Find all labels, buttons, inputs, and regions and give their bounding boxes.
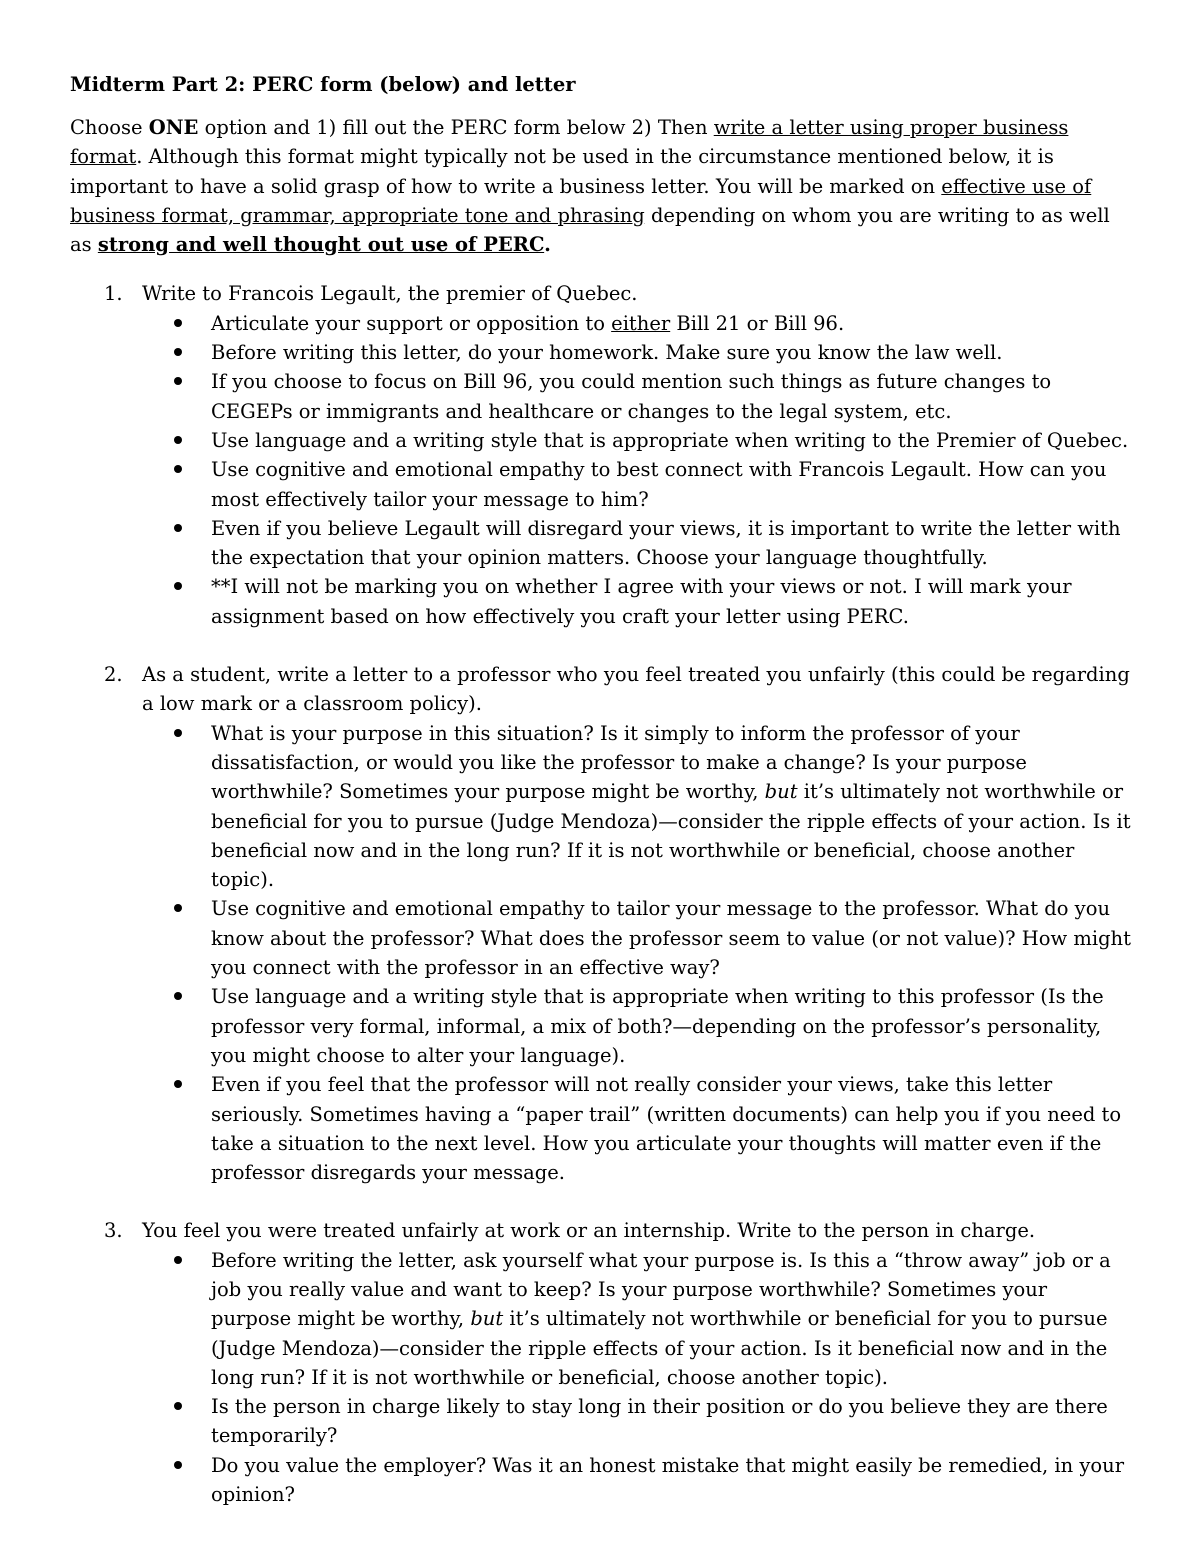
option-number: 3. <box>104 1219 123 1243</box>
option-item <box>70 1216 1132 1509</box>
intro-text: . <box>544 233 551 257</box>
bullet-text: it’s ultimately not worthwhile or beneficial for you to pursue (Judge Mendoza)—consider the ripple effects of your action. Is it beneficial now and in the long run? If it is not worthwhile or beneficial, choose another topic). <box>211 1307 1108 1389</box>
option-text: Write to Francois Legault, the premier of Quebec. <box>142 282 638 306</box>
bullet-text: Use cognitive and emotional empathy to tailor your message to the professor. What do you know about the professor? What does the professor seem to value (or not value)? How might you connect with the professor in an effective way? <box>211 897 1131 980</box>
bullet-icon <box>174 992 182 1000</box>
bullet-text: Use cognitive and emotional empathy to best connect with Francois Legault. How can you most effectively tailor your message to him? <box>211 458 1107 511</box>
bullet-icon <box>174 1461 182 1469</box>
bullet-item <box>70 1070 1132 1187</box>
option-bullets <box>142 719 1132 1188</box>
bullet-text: Articulate your support or opposition to <box>211 311 612 335</box>
bullet-icon <box>174 377 182 385</box>
bullet-item <box>70 894 1132 982</box>
option-number: 1. <box>104 282 123 306</box>
bullet-italic: but <box>470 1307 504 1331</box>
bullet-text: Is the person in charge likely to stay long in their position or do you believe they are there temporarily? <box>211 1395 1108 1448</box>
document-page <box>70 70 1132 1509</box>
bullet-text: Before writing the letter, ask yourself what your purpose is. Is this a “throw away” job or a job you really value and want to keep? Is your purpose worthwhile? Sometimes your purpose might be worthy, <box>211 1248 1111 1331</box>
intro-text: option and 1) fill out the PERC form below 2) Then <box>198 116 714 139</box>
bullet-text: **I will not be marking you on whether I agree with your views or not. I will mark your assignment based on how effectively you craft your letter using PERC. <box>211 575 1072 628</box>
option-item <box>70 279 1132 631</box>
bullet-item <box>70 1392 1132 1451</box>
bullet-icon <box>174 904 182 912</box>
bullet-icon <box>174 582 182 590</box>
bullet-text: it’s ultimately not worthwhile or beneficial for you to pursue (Judge Mendoza)—consider the ripple effects of your action. Is it beneficial now and in the long run? If it is not worthwhile or beneficial, choose another topic). <box>211 780 1131 892</box>
bullet-item <box>70 455 1132 514</box>
bullet-text: Do you value the employer? Was it an honest mistake that might easily be remedied, in your opinion? <box>211 1453 1125 1507</box>
intro-emphasis-perc: strong and well thought out use of PERC <box>97 233 545 257</box>
option-text: As a student, write a letter to a professor who you feel treated you unfairly (this could be regarding a low mark or a classroom policy). <box>142 663 1130 716</box>
bullet-icon <box>174 1080 182 1088</box>
bullet-icon <box>174 1256 182 1264</box>
option-bullets <box>142 1246 1132 1510</box>
option-item <box>70 660 1132 1187</box>
bullet-item <box>70 338 1132 367</box>
bullet-icon <box>174 319 182 327</box>
options-list <box>70 279 1132 1509</box>
page-title: Midterm Part 2: PERC form (below) and letter <box>70 73 576 96</box>
bullet-icon <box>174 436 182 444</box>
bullet-text: What is your purpose in this situation? Is it simply to inform the professor of your dissatisfaction, or would you like the professor to make a change? Is your purpose worthwhile? Sometimes your purpose might be worthy, <box>211 721 1027 804</box>
intro-text: . Although this format might typically not be used in the circumstance mentioned below, it is important to have a solid grasp of how to write a business letter. You will be marked on <box>70 145 1054 198</box>
bullet-item <box>70 719 1132 895</box>
bullet-item <box>70 309 1132 338</box>
bullet-text: Bill 21 or Bill 96. <box>670 311 845 335</box>
bullet-icon <box>174 348 182 356</box>
bullet-text: Use language and a writing style that is appropriate when writing to the Premier of Quebec. <box>211 428 1129 452</box>
bullet-item <box>70 1246 1132 1392</box>
bullet-item <box>70 367 1132 426</box>
bullet-underline: either <box>611 311 671 335</box>
intro-emphasis-one: ONE <box>148 116 199 139</box>
bullet-item <box>70 514 1132 573</box>
bullet-text: Before writing this letter, do your homework. Make sure you know the law well. <box>211 341 1003 365</box>
bullet-item <box>70 1451 1132 1510</box>
bullet-item <box>70 982 1132 1070</box>
bullet-item <box>70 572 1132 631</box>
bullet-icon <box>174 1402 182 1410</box>
intro-text: depending on whom you are writing to as well as <box>70 203 1110 257</box>
intro-text: Choose <box>70 116 149 139</box>
option-text: You feel you were treated unfairly at work or an internship. Write to the person in charge. <box>142 1219 1036 1243</box>
intro-paragraph <box>70 113 1132 259</box>
option-number: 2. <box>104 663 123 687</box>
bullet-text: If you choose to focus on Bill 96, you could mention such things as future changes to CEGEPs or immigrants and healthcare or changes to the legal system, etc. <box>211 370 1052 423</box>
bullet-text: Even if you feel that the professor will not really consider your views, take this letter seriously. Sometimes having a “paper trail” (written documents) can help you if you need to take a situation to the next level. How you articulate your thoughts will matter even if the professor disregards your message. <box>211 1073 1122 1185</box>
option-bullets <box>142 309 1132 631</box>
bullet-text: Use language and a writing style that is appropriate when writing to this professor (Is the professor very formal, informal, a mix of both?—depending on the professor’s personality, you might choose to alter your language). <box>211 985 1104 1067</box>
bullet-icon <box>174 729 182 737</box>
intro-underline-criteria: effective use of business format, grammar, appropriate tone and phrasing <box>70 174 1092 227</box>
bullet-text: Even if you believe Legault will disregard your views, it is important to write the letter with the expectation that your opinion matters. Choose your language thoughtfully. <box>211 516 1121 570</box>
bullet-item <box>70 426 1132 455</box>
intro-underline-format: write a letter using proper business format <box>70 116 1069 169</box>
bullet-icon <box>174 465 182 473</box>
bullet-icon <box>174 524 182 532</box>
bullet-italic: but <box>764 780 798 804</box>
